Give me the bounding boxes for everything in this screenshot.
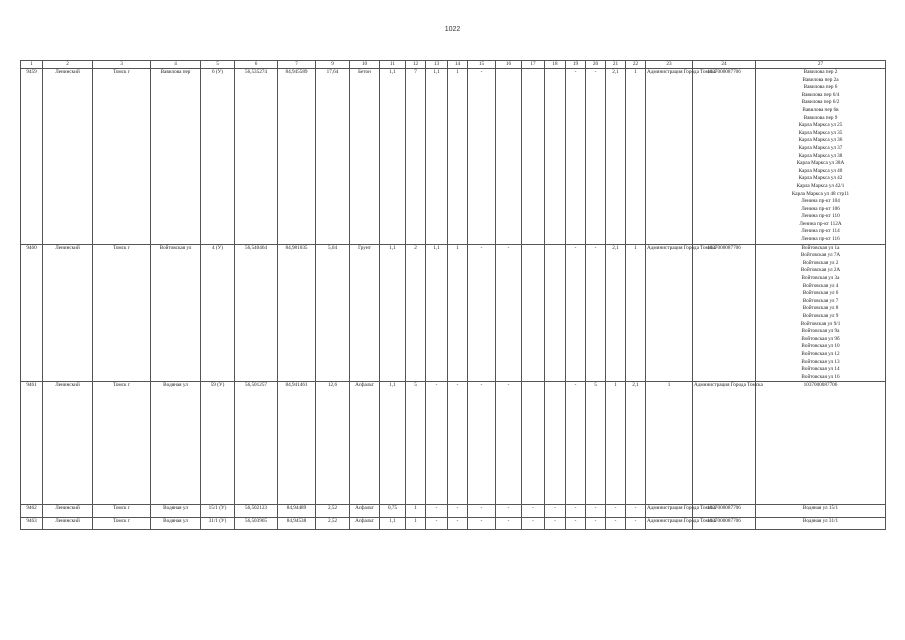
- address-list-cell: [756, 69, 886, 245]
- table-cell: 17,64: [316, 69, 350, 245]
- column-header: 7: [278, 61, 316, 69]
- table-cell: Томск г: [93, 382, 151, 505]
- address-item: Вавилова пер 6: [803, 84, 838, 91]
- address-item: Карла Маркса ул 42/1: [796, 182, 845, 189]
- table-cell: Вавилова пер: [151, 69, 201, 245]
- column-header: 16: [496, 61, 522, 69]
- table-cell: 56,503965: [235, 517, 278, 529]
- table-cell: 2,1: [606, 69, 626, 245]
- address-item: Войтовская ул 3а: [801, 275, 840, 282]
- address-item: Войтовская ул 9а: [801, 328, 840, 335]
- page-number: 1022: [444, 26, 461, 33]
- column-header: 4: [151, 61, 201, 69]
- column-header: 24: [693, 61, 756, 69]
- table-cell: 84,981035: [278, 244, 316, 382]
- table-cell: 1037000087706: [756, 382, 886, 505]
- table-row: [21, 517, 886, 529]
- table-cell: 1: [448, 244, 468, 382]
- table-cell: 9460: [21, 244, 43, 382]
- table-cell: -: [545, 504, 566, 517]
- table-cell: Томск г: [93, 517, 151, 529]
- table-cell: -: [626, 504, 646, 517]
- table-cell: [522, 69, 545, 245]
- table-cell: 2,1: [606, 244, 626, 382]
- address-item: Ленина пр-кт 106: [801, 205, 840, 212]
- table-cell: -: [448, 517, 468, 529]
- table-cell: -: [496, 382, 522, 505]
- table-cell: 84,94538: [278, 517, 316, 529]
- table-cell: Томск г: [93, 69, 151, 245]
- table-cell: 4 (У): [201, 244, 235, 382]
- table-cell: -: [566, 504, 586, 517]
- table-cell: Ленинский: [43, 69, 93, 245]
- address-item: Карла Маркса ул 42: [798, 175, 843, 182]
- table-cell: -: [586, 517, 606, 529]
- table-cell: Томск г: [93, 244, 151, 382]
- table-cell: 59 (У): [201, 382, 235, 505]
- table-cell: Водяная ул: [151, 382, 201, 505]
- column-header: 5: [201, 61, 235, 69]
- table-cell: -: [448, 382, 468, 505]
- table-cell: -: [606, 504, 626, 517]
- address-item: Вавилова пер 2: [803, 69, 838, 75]
- table-cell: 56,501257: [235, 382, 278, 505]
- address-item: Войтовская ул 9б: [801, 335, 840, 342]
- address-item: Карла Маркса ул 40: [798, 167, 843, 174]
- table-cell: 1: [406, 504, 426, 517]
- table-cell: -: [606, 517, 626, 529]
- table-cell: 1,1: [380, 382, 406, 505]
- table-cell: Войтовская ул: [151, 244, 201, 382]
- column-header: 10: [350, 61, 380, 69]
- address-item: Войтовская ул 8: [802, 305, 839, 312]
- table-cell: 56,502123: [235, 504, 278, 517]
- address-item: Карла Маркса ул 25: [798, 122, 843, 129]
- table-cell: 5: [586, 382, 606, 505]
- table-cell: 56,540464: [235, 244, 278, 382]
- address-item: Войтовская ул 7: [802, 297, 839, 304]
- table-cell: -: [566, 382, 586, 505]
- table-cell: -: [496, 517, 522, 529]
- column-header: 17: [522, 61, 545, 69]
- table-cell: Асфальт: [350, 517, 380, 529]
- address-item: Войтовская ул 10: [801, 343, 840, 350]
- address-item: Ленина пр-кт 110: [801, 213, 840, 220]
- address-item: Войтовская ул 2А: [800, 267, 841, 274]
- table-cell: [496, 69, 522, 245]
- table-cell: 9459: [21, 69, 43, 245]
- address-item: Войтовская ул 6: [802, 290, 839, 297]
- table-cell: 1037000087706: [693, 517, 756, 529]
- table-cell: 9463: [21, 517, 43, 529]
- table-cell: -: [626, 517, 646, 529]
- column-header: 12: [406, 61, 426, 69]
- address-item: Войтовская ул 9/1: [800, 320, 841, 327]
- table-cell: 84,94489: [278, 504, 316, 517]
- table-cell: -: [426, 517, 448, 529]
- address-list-cell: [756, 504, 886, 517]
- table-cell: -: [566, 244, 586, 382]
- table-cell: 1,1: [426, 244, 448, 382]
- registry-table: [20, 60, 886, 530]
- table-row: [21, 382, 886, 505]
- address-item: Войтовская ул 9: [802, 313, 839, 319]
- column-header: 21: [606, 61, 626, 69]
- table-row: [21, 69, 886, 245]
- table-cell: Водяная ул: [151, 504, 201, 517]
- table-cell: 1037000087706: [693, 504, 756, 517]
- column-header: 6: [235, 61, 278, 69]
- table-cell: -: [522, 517, 545, 529]
- address-item: Вавилова пер 9: [803, 114, 838, 121]
- table-cell: -: [468, 244, 496, 382]
- address-item: Войтовская ул 7А: [800, 252, 841, 259]
- address-item: Войтовская ул 16: [801, 373, 840, 380]
- table-cell: 2,52: [316, 517, 350, 529]
- address-item: Войтовская ул 14: [801, 366, 840, 373]
- table-cell: -: [426, 504, 448, 517]
- table-row: [21, 504, 886, 517]
- column-header: 13: [426, 61, 448, 69]
- address-item: Вавилова пер 6/4: [801, 91, 840, 98]
- address-item: Карла Маркса ул 37: [798, 144, 843, 151]
- address-item: Карла Маркса ул 35: [798, 129, 843, 136]
- table-cell: 2,1: [626, 382, 646, 505]
- table-cell: 56,535274: [235, 69, 278, 245]
- table-cell: -: [566, 69, 586, 245]
- owner-cell: Администрация Города Томска: [646, 504, 693, 517]
- table-cell: 84,941461: [278, 382, 316, 505]
- address-item: Ленина пр-кт 112А: [799, 220, 842, 227]
- table-cell: 1: [626, 69, 646, 245]
- column-header: 22: [626, 61, 646, 69]
- column-header: 20: [586, 61, 606, 69]
- table-cell: 5: [406, 382, 426, 505]
- column-header: 14: [448, 61, 468, 69]
- table-cell: Ленинский: [43, 504, 93, 517]
- table-cell: Администрация Города Томска: [693, 382, 756, 505]
- address-item: Водяная ул 15/1: [802, 504, 839, 511]
- table-cell: Бетон: [350, 69, 380, 245]
- table-cell: Ленинский: [43, 244, 93, 382]
- table-cell: 31/1 (У): [201, 517, 235, 529]
- address-item: Карла Маркса ул 38: [798, 152, 843, 159]
- table-cell: -: [545, 517, 566, 529]
- table-cell: [545, 244, 566, 382]
- table-cell: 1037000087706: [693, 69, 756, 245]
- column-header: 11: [380, 61, 406, 69]
- table-cell: -: [468, 504, 496, 517]
- table-cell: 1,1: [380, 69, 406, 245]
- address-item: Карла Маркса ул 36: [798, 137, 843, 144]
- table-cell: -: [586, 504, 606, 517]
- table-cell: 1: [448, 69, 468, 245]
- column-header: 19: [566, 61, 586, 69]
- table-cell: 9462: [21, 504, 43, 517]
- table-cell: 1037000087706: [693, 244, 756, 382]
- table-cell: Асфальт: [350, 382, 380, 505]
- table-cell: 9461: [21, 382, 43, 505]
- table-cell: Ленинский: [43, 517, 93, 529]
- table-cell: 1: [406, 517, 426, 529]
- table-cell: 1: [626, 244, 646, 382]
- column-header: 18: [545, 61, 566, 69]
- table-cell: [545, 69, 566, 245]
- table-cell: -: [522, 504, 545, 517]
- column-header: 15: [468, 61, 496, 69]
- table-cell: -: [566, 517, 586, 529]
- header-row: [21, 61, 886, 69]
- table-cell: 5,04: [316, 244, 350, 382]
- table-cell: -: [586, 69, 606, 245]
- address-item: Вавилова пер 6в: [802, 106, 839, 113]
- address-item: Ленина пр-кт 116: [801, 236, 840, 243]
- table-cell: -: [468, 382, 496, 505]
- address-item: Вавилова пер 2а: [802, 76, 839, 83]
- table-cell: Томск г: [93, 504, 151, 517]
- address-item: Войтовская ул 1а: [801, 244, 840, 251]
- table-cell: -: [448, 504, 468, 517]
- column-header: 9: [316, 61, 350, 69]
- table-cell: 1,1: [426, 69, 448, 245]
- table-cell: [522, 244, 545, 382]
- table-cell: 2: [406, 244, 426, 382]
- table-cell: 15/1 (У): [201, 504, 235, 517]
- table-cell: 0,75: [380, 504, 406, 517]
- column-header: 23: [646, 61, 693, 69]
- owner-cell: 1: [646, 382, 693, 505]
- table-cell: Грунт: [350, 244, 380, 382]
- address-item: Войтовская ул 2: [802, 259, 839, 266]
- table-cell: -: [468, 69, 496, 245]
- table-cell: [545, 382, 566, 505]
- address-item: Войтовская ул 12: [801, 350, 840, 357]
- table-cell: 1: [606, 382, 626, 505]
- table-cell: 1,1: [380, 517, 406, 529]
- table-cell: -: [468, 517, 496, 529]
- table-cell: 84,945589: [278, 69, 316, 245]
- registry-body: [21, 69, 886, 530]
- owner-cell: Администрация Города Томска: [646, 517, 693, 529]
- table-cell: -: [586, 244, 606, 382]
- table-cell: Асфальт: [350, 504, 380, 517]
- table-cell: Водяная ул: [151, 517, 201, 529]
- column-header: 1: [21, 61, 43, 69]
- table-cell: -: [426, 382, 448, 505]
- table-cell: 1,1: [380, 244, 406, 382]
- column-header: 2: [43, 61, 93, 69]
- owner-cell: Администрация Города Томска: [646, 244, 693, 382]
- table-cell: [522, 382, 545, 505]
- address-item: Войтовская ул 13: [801, 358, 840, 365]
- table-row: [21, 244, 886, 382]
- column-header: 3: [93, 61, 151, 69]
- address-item: Войтовская ул 4: [802, 282, 839, 289]
- table-cell: -: [496, 504, 522, 517]
- address-list-cell: [756, 517, 886, 529]
- address-item: Вавилова пер 6/2: [801, 99, 840, 106]
- address-item: Карла Маркса ул 38А: [796, 160, 845, 167]
- table-cell: -: [496, 244, 522, 382]
- table-cell: 6 (У): [201, 69, 235, 245]
- address-item: Ленина пр-кт 104: [801, 198, 840, 205]
- table-cell: 12,6: [316, 382, 350, 505]
- table-cell: 7: [406, 69, 426, 245]
- address-item: Карла Маркса ул 48 стр11: [791, 190, 850, 197]
- address-item: Ленина пр-кт 114: [801, 228, 840, 235]
- table-cell: Ленинский: [43, 382, 93, 505]
- address-list-cell: [756, 244, 886, 382]
- address-item: Водяная ул 31/1: [802, 517, 839, 524]
- owner-cell: Администрация Города Томска: [646, 69, 693, 245]
- table-cell: 2,52: [316, 504, 350, 517]
- column-header: 27: [756, 61, 886, 69]
